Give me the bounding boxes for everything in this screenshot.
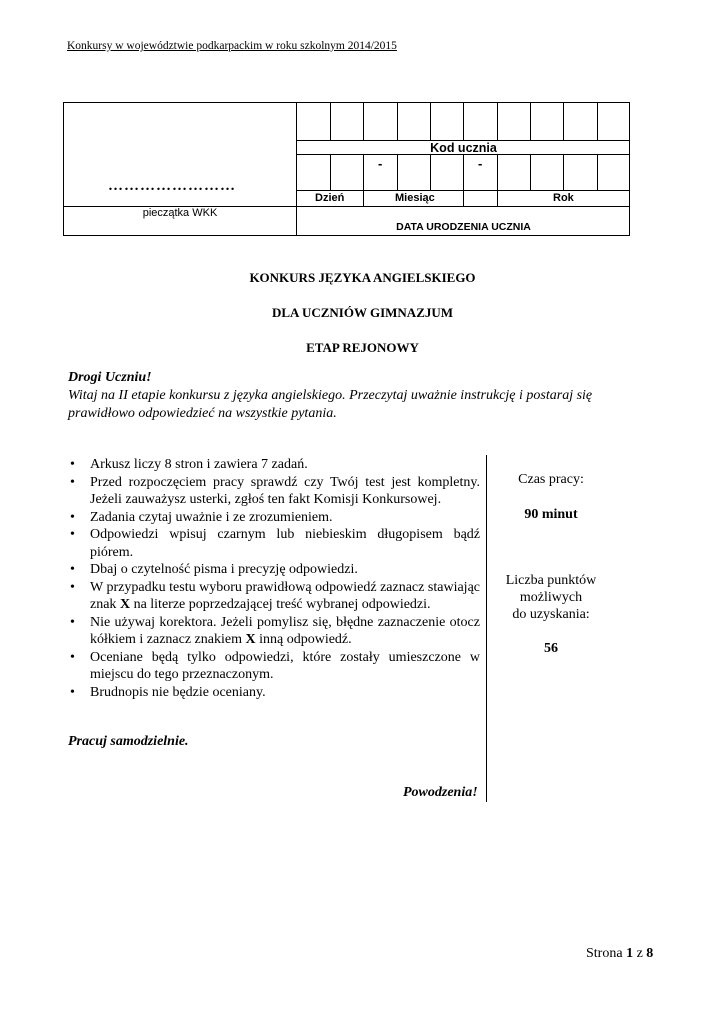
date-separator: - [378, 156, 383, 171]
date-separator: - [478, 156, 483, 171]
bullet-icon: • [70, 457, 75, 472]
list-item: • Arkusz liczy 8 stron i zawiera 7 zadań. [70, 457, 308, 472]
points-value: 56 [544, 641, 558, 656]
good-luck-note: Powodzenia! [403, 785, 478, 800]
list-item: • Odpowiedzi wpisuj czarnym lub niebieskim długopisem bądź piórem. [70, 527, 480, 560]
bullet-icon: • [70, 684, 75, 700]
intro-text: Witaj na II etapie konkursu z języka angielskiego. Przeczytaj uważnie instrukcję i postaraj się prawidłowo odpowiedzieć na wszystkie pytania. [68, 388, 593, 421]
contest-audience: DLA UCZNIÓW GIMNAZJUM [271, 305, 454, 320]
list-item: • Przed rozpoczęciem pracy sprawdź czy Twój test jest kompletny. Jeżeli zauważysz usterki, zgłoś ten fakt Komisji Konkursowej. [70, 474, 480, 507]
birth-date-label: DATA URODZENIA UCZNIA [396, 221, 531, 233]
points-label-line2: możliwych [519, 590, 583, 605]
list-item: • Oceniane będą tylko odpowiedzi, które zostały umieszczone w miejscu do tego przeznaczonym. [70, 649, 480, 682]
greeting: Drogi Uczniu! [68, 370, 152, 385]
points-label-line1: Liczba punktów [505, 573, 597, 588]
stamp-placeholder-dots: …………………… [108, 178, 236, 194]
instructions-list [68, 456, 480, 701]
bullet-icon: • [70, 562, 75, 577]
student-code-label: Kod ucznia [430, 141, 497, 155]
list-item: • Brudnopis nie będzie oceniany. [70, 684, 266, 700]
bullet-icon: • [70, 579, 75, 595]
work-alone-note: Pracuj samodzielnie. [68, 734, 189, 749]
list-item: • Dbaj o czytelność pisma i precyzję odpowiedzi. [70, 562, 358, 577]
bullet-icon: • [70, 614, 75, 630]
day-label: Dzień [315, 192, 345, 204]
list-item: • Nie używaj korektora. Jeżeli pomylisz się, błędne zaznaczenie otocz kółkiem i zaznacz znakiem X inną odpowiedź. [70, 614, 480, 647]
list-item: • W przypadku testu wyboru prawidłową odpowiedź zaznacz stawiając znak X na literze poprzedzającej treść wybranej odpowiedzi. [70, 579, 480, 612]
document-header: Konkursy w województwie podkarpackim w roku szkolnym 2014/2015 [67, 40, 397, 52]
student-id-table [63, 102, 630, 236]
page-number: Strona 1 z 8 [586, 946, 654, 961]
contest-stage: ETAP REJONOWY [306, 340, 419, 355]
points-label-line3: do uzyskania: [512, 607, 590, 622]
list-item: • Zadania czytaj uważnie i ze zrozumieniem. [70, 509, 333, 525]
time-value: 90 minut [524, 507, 578, 522]
contest-title: KONKURS JĘZYKA ANGIELSKIEGO [249, 270, 476, 285]
month-label: Miesiąc [395, 192, 435, 204]
year-label: Rok [553, 192, 574, 204]
bullet-icon: • [70, 527, 75, 542]
time-label: Czas pracy: [518, 472, 584, 487]
bullet-icon: • [70, 509, 75, 525]
bullet-icon: • [70, 474, 75, 490]
stamp-label: pieczątka WKK [142, 207, 218, 219]
bullet-icon: • [70, 649, 75, 665]
